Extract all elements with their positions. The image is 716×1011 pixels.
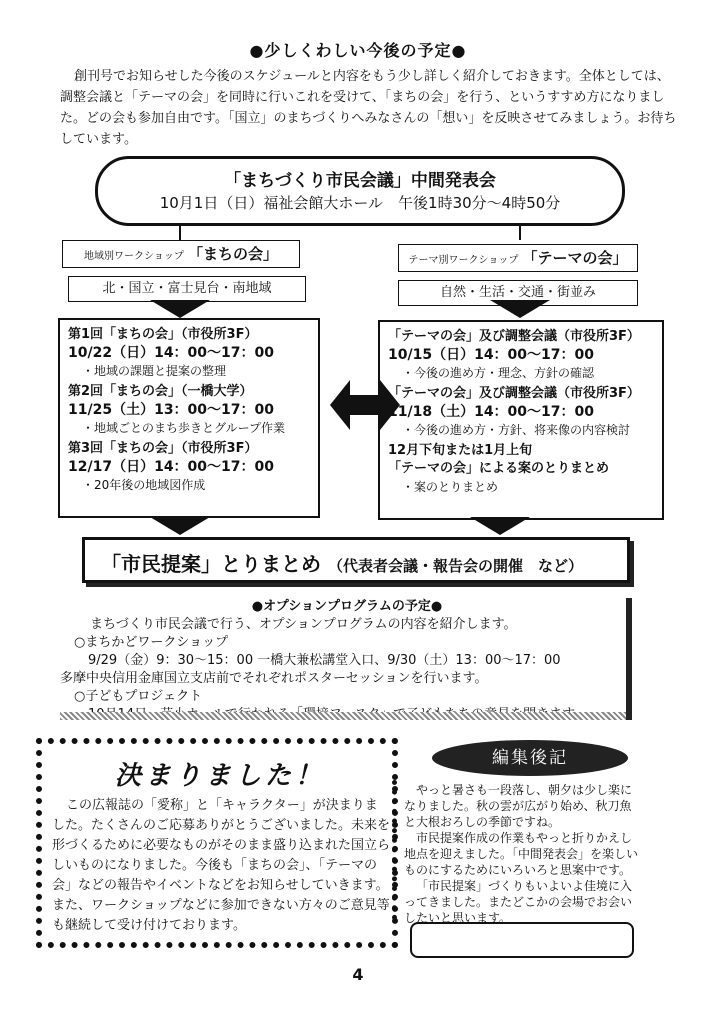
option-program-title: ●オプションプログラムの予定● <box>251 599 443 614</box>
session-title: 第1回「まちの会」（市役所3F） <box>68 327 258 342</box>
session-note: ・20年後の地域図作成 <box>82 478 206 492</box>
left-workshop-prefix: 地域別ワークショップ <box>84 251 184 262</box>
intro-text: 創刊号でお知らせした今後のスケジュールと内容をもう少し詳しく紹介しておきます。全体としては、調整会議と「テーマの会」を同時に行いこれを受けて、「まちの会」を行う、というすすめ方になりました。どの会も参加自由です。「国立」のまちづくりへみなさんの「想い」を反映させてみましょう。お待ちしています。 <box>60 69 677 147</box>
option-line: ○子どもプロジェクト <box>74 689 203 704</box>
editorial-title: 編集後記 <box>432 740 628 776</box>
left-session-3 <box>68 440 310 494</box>
section-heading: ●少しくわしい今後の予定● <box>249 41 467 60</box>
left-session-2 <box>68 383 310 437</box>
option-line: ○まちかどワークショップ <box>74 635 229 650</box>
proposal-subtitle: （代表者会議・報告会の開催 など） <box>327 557 583 575</box>
session-title: 「テーマの会」及び調整会議（市役所3F） <box>388 386 640 401</box>
arrow-down-left-icon <box>150 300 210 318</box>
editorial-paragraph: 「市民提案」づくりもいよいよ佳境に入ってきました。またどこかの会場でお会いしたいと思います。 <box>404 879 633 925</box>
session-title: 第3回「まちの会」（市役所3F） <box>68 441 258 456</box>
session-note: ・今後の進め方・方針、将来像の内容検討 <box>402 423 631 437</box>
session-title: 12月下旬または1月上旬 <box>388 443 533 458</box>
right-session-1 <box>388 328 654 382</box>
interim-event-datetime: 10月1日（日）福祉会館大ホール 午後1時30分～4時50分 <box>159 194 561 212</box>
left-workshop-areas: 北・国立・富士見台・南地域 <box>68 276 306 302</box>
left-workshop-title <box>62 240 300 268</box>
session-note: ・地域の課題と提案の整理 <box>82 364 227 378</box>
proposal-title: 「市民提案」とりまとめ <box>101 552 321 576</box>
blank-box <box>410 922 634 958</box>
arrow-down-left-bottom-icon <box>150 517 210 535</box>
session-note: ・今後の進め方・理念、方針の確認 <box>402 366 595 380</box>
session-title: 第2回「まちの会」（一橋大学） <box>68 384 253 399</box>
session-note: ・地域ごとのまち歩きとグループ作業 <box>82 421 286 435</box>
session-time: 10/15（日）14：00～17：00 <box>388 347 595 363</box>
decided-title: 決まりました！ <box>114 761 325 791</box>
decided-text: この広報誌の「愛称」と「キャラクター」が決まりました。たくさんのご応募ありがとうございました。未来を形づくるために必要なものがそのまま盛り込まれた国立らしいものになりました。今後も「まちの会」、「テーマの会」などの報告やイベントなどをお知らせしていきます。また、ワークショップなどに参加できない方々のご意見等も継続して受け付けております。 <box>52 798 391 933</box>
left-session-1 <box>68 326 310 380</box>
session-time: 10/22（日）14：00～17：00 <box>68 345 275 361</box>
left-workshop-name: 「まちの会」 <box>187 245 278 263</box>
editorial-paragraph: 市民提案作成の作業もやっと折りかえし地点を迎えました。「中間発表会」を楽しいものにするためにいろいろと思案中です。 <box>404 831 639 877</box>
right-workshop-title <box>398 244 638 272</box>
interim-event-title: 「まちづくり市民会議」中間発表会 <box>224 171 496 191</box>
citizen-proposal-box <box>82 537 630 583</box>
right-workshop-prefix: テーマ別ワークショップ <box>408 255 519 266</box>
option-line: 9/29（金）9：30～15：00 一橋大兼松講堂入口、9/30（土）13：00～17：00 <box>88 653 561 668</box>
right-session-3 <box>388 442 654 496</box>
session-title: 「テーマの会」及び調整会議（市役所3F） <box>388 329 640 344</box>
session-time: 12/17（日）14：00～17：00 <box>68 459 275 475</box>
session-note: ・案のとりまとめ <box>402 480 499 494</box>
options-shadow <box>60 712 630 720</box>
editorial-paragraph: やっと暑さも一段落し、朝夕は少し楽になりました。秋の雲が広がり始め、秋刀魚と大根おろしの季節ですね。 <box>404 783 633 829</box>
right-workshop-name: 「テーマの会」 <box>522 249 628 267</box>
session-subtitle: 「テーマの会」による案のとりまとめ <box>388 461 610 476</box>
right-workshop-themes: 自然・生活・交通・街並み <box>398 280 638 306</box>
editorial-body <box>404 782 640 926</box>
option-line: 多摩中央信用金庫国立支店前でそれぞれポスターセッションを行います。 <box>60 671 488 686</box>
session-time: 11/25（土）13：00～17：00 <box>68 402 275 418</box>
option-line: まちづくり市民会議で行う、オプションプログラムの内容を紹介します。 <box>90 617 517 632</box>
option-program-section <box>60 598 634 708</box>
right-schedule-box <box>378 320 664 520</box>
options-shadow-right <box>626 598 632 720</box>
left-schedule-box <box>58 318 320 518</box>
session-time: 11/18（土）14：00～17：00 <box>388 404 595 420</box>
page-number: 4 <box>352 965 364 984</box>
decided-body <box>52 796 390 936</box>
right-session-2 <box>388 385 654 439</box>
